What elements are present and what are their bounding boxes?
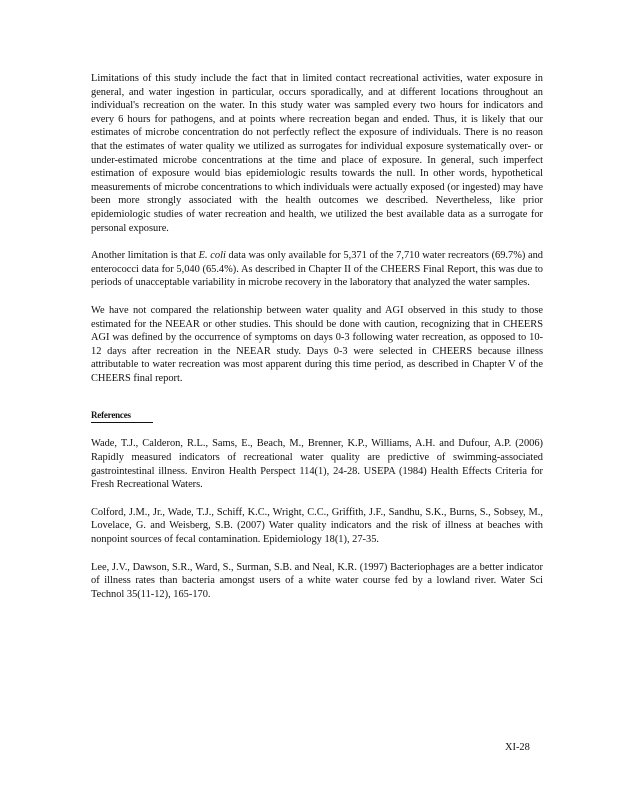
paragraph-data-availability-rest: data was only available for 5,371 of the 7,710 water recreators (69.7%) and enterococci data for 5,040 (65.4%). As described in Chapter II of the CHEERS Final Report, this was due to periods of unacceptable variability in microbe recovery in the laboratory that analyzed the water samples. bbox=[91, 250, 544, 289]
document-body bbox=[91, 72, 543, 615]
page-number: XI-28 bbox=[505, 742, 530, 753]
reference-item: Wade, T.J., Calderon, R.L., Sams, E., Beach, M., Brenner, K.P., Williams, A.H. and Dufour, A.P. (2006) Rapidly measured indicators of recreational water quality are predictive of swimming-associated gastrointestinal illness. Environ Health Perspect 114(1), 24-28. USEPA (1984) Health Effects Criteria for Fresh Recreational Waters. bbox=[91, 438, 543, 491]
paragraph-comparison: We have not compared the relationship between water quality and AGI observed in this study to those estimated for the NEEAR or other studies. This should be done with caution, recognizing that in CHEERS AGI was defined by the occurrence of symptoms on days 0-3 following water recreation, as opposed to 10-12 days after recreation in the NEEAR study. Days 0-3 were selected in CHEERS because illness attributable to water recreation was most apparent during this time period, as described in Chapter V of the CHEERS final report. bbox=[91, 304, 543, 384]
reference-item: Lee, J.V., Dawson, S.R., Ward, S., Surman, S.B. and Neal, K.R. (1997) Bacteriophages are a better indicator of illness rates than bacteria amongst users of a white water course fed by a lowland river. Water Sci Technol 35(11-12), 165-170. bbox=[91, 561, 543, 600]
references-heading: References bbox=[91, 409, 153, 423]
references-list bbox=[91, 437, 543, 601]
paragraph-data-availability bbox=[91, 249, 543, 290]
paragraph-limitations: Limitations of this study include the fact that in limited contact recreational activities, water exposure in general, and water ingestion in particular, occurs sporadically, and at different locations throughout an individual's recreation on the water. In this study water was sampled every two hours for indicators and every 6 hours for pathogens, and at points where recreation began and ended. Thus, it is likely that our estimates of microbe concentration do not perfectly reflect the exposure of individuals. There is no reason that the estimates of water quality we utilized as surrogates for individual exposure systematically over- or under-estimated microbe concentrations at the time and place of exposure. In general, such imperfect estimation of exposure would bias epidemiologic results towards the null. In other words, hypothetical measurements of microbe concentrations to which individuals were actually exposed (or ingested) may have been more strongly associated with the health outcomes we described. Nevertheless, like prior epidemiologic studies of water recreation and health, we utilized the best available data as a surrogate for personal exposure. bbox=[91, 73, 543, 234]
reference-item: Colford, J.M., Jr., Wade, T.J., Schiff, K.C., Wright, C.C., Griffith, J.F., Sandhu, S.K., Burns, S., Sobsey, M., Lovelace, G. and Weisberg, S.B. (2007) Water quality indicators and the risk of illness at beaches with nonpoint sources of fecal contamination. Epidemiology 18(1), 27-35. bbox=[91, 506, 543, 546]
paragraph-data-availability-lead: Another limitation is that bbox=[91, 250, 199, 262]
ecoli-term: E. coli bbox=[198, 250, 226, 262]
